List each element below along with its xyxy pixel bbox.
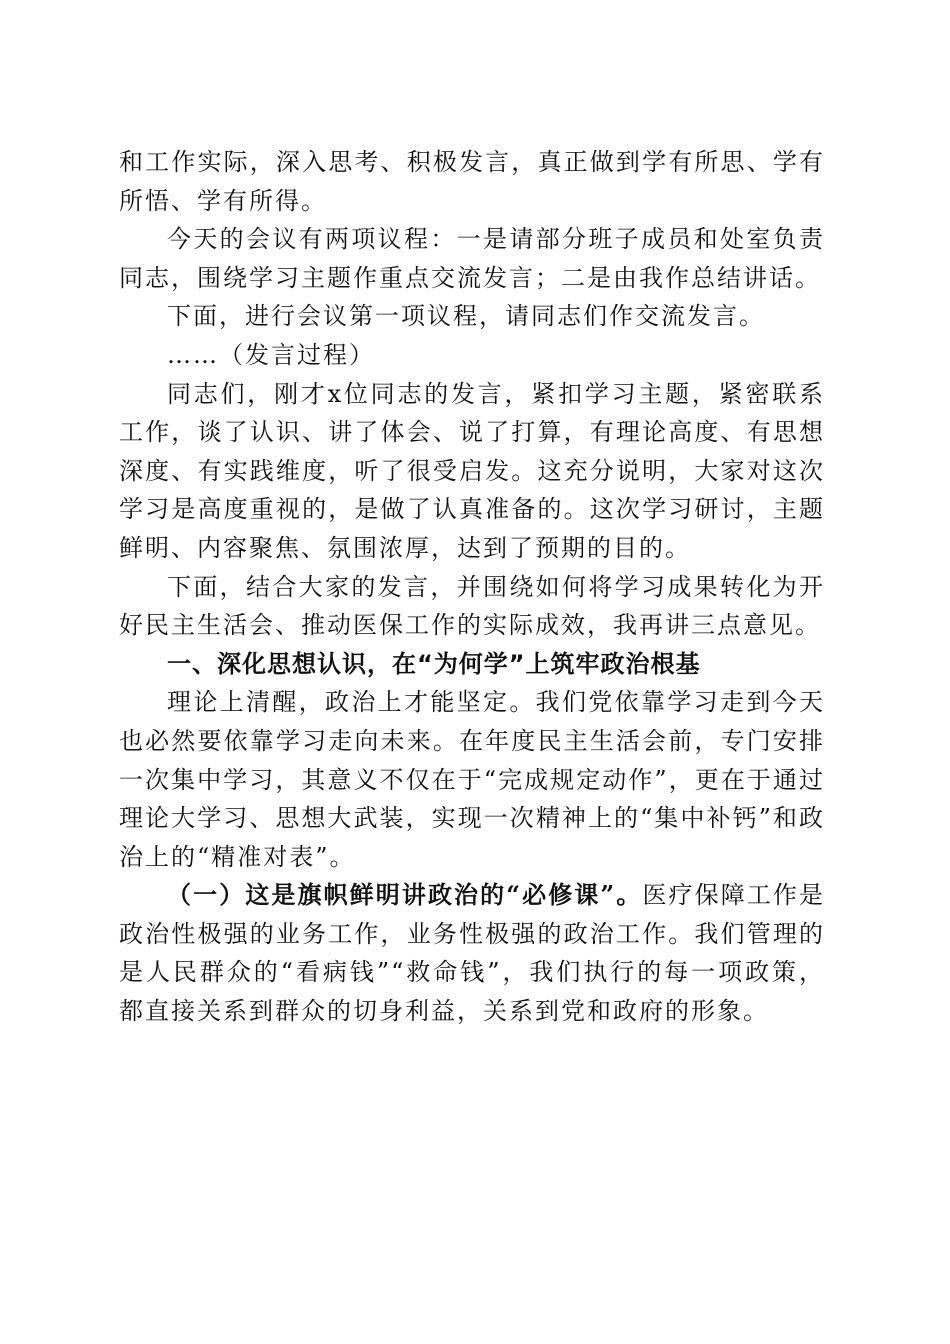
paragraph-6: 下面，结合大家的发言，并围绕如何将学习成果转化为开好民主生活会、推动医保工作的实际成效，我再讲三点意见。 xyxy=(119,572,825,640)
subsection-1-lead: （一）这是旗帜鲜明讲政治的“必修课”。 xyxy=(167,880,643,910)
subsection-1-body: 医疗保障工作是政治性极强的业务工作，业务性极强的政治工作。我们管理的是人民群众的“看病钱”“救命钱”，我们执行的每一项政策，都直接关系到群众的切身利益，关系到党和政府的形象。 xyxy=(119,881,826,1026)
paragraph-3: 下面，进行会议第一项议程，请同志们作交流发言。 xyxy=(167,302,765,331)
paragraph-2: 今天的会议有两项议程：一是请部分班子成员和处室负责同志，围绕学习主题作重点交流发言；二是由我作总结讲话。 xyxy=(119,225,825,292)
document-body xyxy=(119,143,825,1031)
section-heading-1: 一、深化思想认识，在“为何学”上筑牢政治根基 xyxy=(167,649,701,678)
paragraph-7: 理论上清醒，政治上才能坚定。我们党依靠学习走到今天也必然要依靠学习走向未来。在年度民主生活会前，专门安排一次集中学习，其意义不仅在于“完成规定动作”，更在于通过理论大学习、思想大武装，实现一次精神上的“集中补钙”和政治上的“精准对表”。 xyxy=(119,688,825,871)
subsection-1 xyxy=(119,876,825,1030)
paragraph-5: 同志们，刚才x位同志的发言，紧扣学习主题，紧密联系工作，谈了认识、讲了体会、说了打算，有理论高度、有思想深度、有实践维度，听了很受启发。这充分说明，大家对这次学习是高度重视的，是做了认真准备的。这次学习研讨，主题鲜明、内容聚焦、氛围浓厚，达到了预期的目的。 xyxy=(119,379,825,562)
paragraph-4: ……（发言过程） xyxy=(167,340,375,369)
paragraph-1: 和工作实际，深入思考、积极发言，真正做到学有所思、学有所悟、学有所得。 xyxy=(119,148,825,215)
